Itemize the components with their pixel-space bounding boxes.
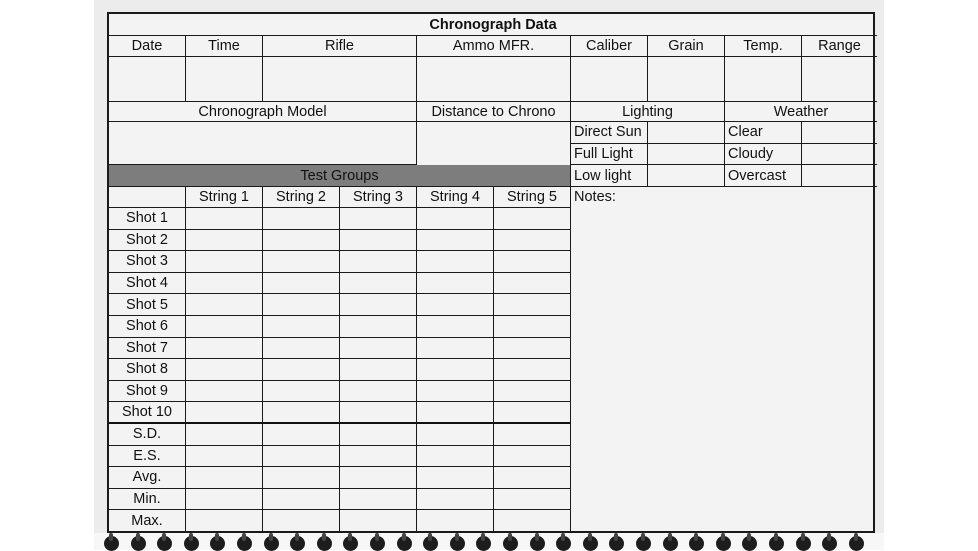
lighting-low-light-checkbox[interactable] bbox=[648, 165, 725, 187]
shot-label: Shot 7 bbox=[109, 338, 186, 360]
shot-value-cell[interactable] bbox=[494, 208, 571, 230]
stat-value-cell[interactable] bbox=[340, 446, 417, 468]
lighting-direct-sun: Direct Sun bbox=[571, 122, 648, 144]
shot-value-cell[interactable] bbox=[417, 338, 494, 360]
shot-value-cell[interactable] bbox=[340, 294, 417, 316]
binding-ring bbox=[716, 536, 731, 551]
header-rifle: Rifle bbox=[263, 36, 417, 57]
stat-label-min: Min. bbox=[109, 489, 186, 511]
binding-ring bbox=[503, 536, 518, 551]
stat-value-cell[interactable] bbox=[186, 510, 263, 532]
lighting-full-light-checkbox[interactable] bbox=[648, 144, 725, 166]
header-range: Range bbox=[802, 36, 877, 57]
header-date: Date bbox=[109, 36, 186, 57]
shot-value-cell[interactable] bbox=[263, 251, 340, 273]
stat-value-cell[interactable] bbox=[340, 467, 417, 489]
stat-value-cell[interactable] bbox=[494, 510, 571, 532]
shot-value-cell[interactable] bbox=[263, 208, 340, 230]
stat-value-cell[interactable] bbox=[417, 446, 494, 468]
binding-ring bbox=[530, 536, 545, 551]
shot-value-cell[interactable] bbox=[186, 316, 263, 338]
stat-value-cell[interactable] bbox=[263, 510, 340, 532]
shot-value-cell[interactable] bbox=[494, 402, 571, 424]
temp-field[interactable] bbox=[725, 57, 802, 102]
binding-ring bbox=[450, 536, 465, 551]
header-caliber: Caliber bbox=[571, 36, 648, 57]
shot-value-cell[interactable] bbox=[417, 273, 494, 295]
weather-cloudy-checkbox[interactable] bbox=[802, 144, 877, 166]
binding-ring bbox=[583, 536, 598, 551]
shot-value-cell[interactable] bbox=[417, 359, 494, 381]
weather-clear: Clear bbox=[725, 122, 802, 144]
shot-value-cell[interactable] bbox=[494, 251, 571, 273]
stat-value-cell[interactable] bbox=[417, 510, 494, 532]
shot-value-cell[interactable] bbox=[417, 230, 494, 252]
shot-label: Shot 9 bbox=[109, 381, 186, 403]
shot-value-cell[interactable] bbox=[494, 294, 571, 316]
shot-value-cell[interactable] bbox=[186, 208, 263, 230]
header-string-4: String 4 bbox=[417, 187, 494, 208]
string-corner-cell bbox=[109, 187, 186, 208]
shot-value-cell[interactable] bbox=[417, 316, 494, 338]
binding-ring bbox=[184, 536, 199, 551]
shot-value-cell[interactable] bbox=[263, 230, 340, 252]
stat-value-cell[interactable] bbox=[263, 467, 340, 489]
chronograph-data-table bbox=[107, 12, 875, 533]
shot-value-cell[interactable] bbox=[417, 381, 494, 403]
shot-value-cell[interactable] bbox=[417, 251, 494, 273]
binding-ring bbox=[397, 536, 412, 551]
shot-value-cell[interactable] bbox=[340, 316, 417, 338]
stat-value-cell[interactable] bbox=[417, 489, 494, 511]
shot-value-cell[interactable] bbox=[340, 251, 417, 273]
shot-value-cell[interactable] bbox=[186, 251, 263, 273]
shot-label: Shot 5 bbox=[109, 294, 186, 316]
stat-value-cell[interactable] bbox=[340, 424, 417, 446]
stat-value-cell[interactable] bbox=[263, 446, 340, 468]
stat-label-es: E.S. bbox=[109, 446, 186, 468]
shot-value-cell[interactable] bbox=[186, 359, 263, 381]
shot-value-cell[interactable] bbox=[340, 208, 417, 230]
stat-value-cell[interactable] bbox=[263, 424, 340, 446]
header-string-5: String 5 bbox=[494, 187, 571, 208]
weather-clear-checkbox[interactable] bbox=[802, 122, 877, 144]
header-string-2: String 2 bbox=[263, 187, 340, 208]
binding-ring bbox=[104, 536, 119, 551]
stat-value-cell[interactable] bbox=[186, 467, 263, 489]
shot-value-cell[interactable] bbox=[263, 359, 340, 381]
stat-value-cell[interactable] bbox=[340, 489, 417, 511]
weather-overcast: Overcast bbox=[725, 165, 802, 187]
stat-value-cell[interactable] bbox=[186, 446, 263, 468]
shot-value-cell[interactable] bbox=[263, 316, 340, 338]
stat-label-max: Max. bbox=[109, 510, 186, 532]
shot-value-cell[interactable] bbox=[340, 230, 417, 252]
shot-value-cell[interactable] bbox=[186, 294, 263, 316]
stat-value-cell[interactable] bbox=[186, 489, 263, 511]
header-string-1: String 1 bbox=[186, 187, 263, 208]
binding-ring bbox=[131, 536, 146, 551]
shot-label: Shot 6 bbox=[109, 316, 186, 338]
header-grain: Grain bbox=[648, 36, 725, 57]
stat-value-cell[interactable] bbox=[417, 424, 494, 446]
binding-ring bbox=[264, 536, 279, 551]
shot-label: Shot 3 bbox=[109, 251, 186, 273]
shot-label: Shot 8 bbox=[109, 359, 186, 381]
shot-value-cell[interactable] bbox=[263, 402, 340, 424]
stat-value-cell[interactable] bbox=[494, 424, 571, 446]
shot-value-cell[interactable] bbox=[494, 316, 571, 338]
header-chronograph-model: Chronograph Model bbox=[109, 102, 417, 122]
shot-value-cell[interactable] bbox=[263, 273, 340, 295]
stat-value-cell[interactable] bbox=[186, 424, 263, 446]
shot-value-cell[interactable] bbox=[263, 338, 340, 360]
binding-ring bbox=[636, 536, 651, 551]
caliber-field[interactable] bbox=[571, 57, 648, 102]
shot-value-cell[interactable] bbox=[417, 208, 494, 230]
stat-value-cell[interactable] bbox=[417, 467, 494, 489]
binding-ring bbox=[370, 536, 385, 551]
binding-ring bbox=[317, 536, 332, 551]
header-temp: Temp. bbox=[725, 36, 802, 57]
stat-label-avg: Avg. bbox=[109, 467, 186, 489]
notes-label: Notes: bbox=[574, 189, 616, 205]
lighting-low-light: Low light bbox=[571, 165, 648, 187]
header-lighting: Lighting bbox=[571, 102, 725, 122]
test-groups-header: Test Groups bbox=[109, 165, 571, 187]
shot-value-cell[interactable] bbox=[186, 273, 263, 295]
lighting-full-light: Full Light bbox=[571, 144, 648, 166]
stat-value-cell[interactable] bbox=[340, 510, 417, 532]
shot-value-cell[interactable] bbox=[494, 338, 571, 360]
rifle-field[interactable] bbox=[263, 57, 417, 102]
date-field[interactable] bbox=[109, 57, 186, 102]
stat-label-sd: S.D. bbox=[109, 424, 186, 446]
shot-value-cell[interactable] bbox=[494, 381, 571, 403]
sheet-title: Chronograph Data bbox=[109, 14, 877, 36]
shot-value-cell[interactable] bbox=[186, 230, 263, 252]
shot-value-cell[interactable] bbox=[340, 381, 417, 403]
shot-value-cell[interactable] bbox=[340, 402, 417, 424]
shot-label: Shot 4 bbox=[109, 273, 186, 295]
header-weather: Weather bbox=[725, 102, 877, 122]
shot-label: Shot 2 bbox=[109, 230, 186, 252]
shot-value-cell[interactable] bbox=[494, 230, 571, 252]
binding-ring bbox=[663, 536, 678, 551]
shot-label: Shot 1 bbox=[109, 208, 186, 230]
stat-value-cell[interactable] bbox=[494, 467, 571, 489]
shot-value-cell[interactable] bbox=[186, 338, 263, 360]
binding-ring bbox=[237, 536, 252, 551]
chronograph-model-field[interactable] bbox=[109, 122, 417, 165]
header-distance-to-chrono: Distance to Chrono bbox=[417, 102, 571, 122]
binding-ring bbox=[849, 536, 864, 551]
shot-value-cell[interactable] bbox=[263, 294, 340, 316]
grain-field[interactable] bbox=[648, 57, 725, 102]
stat-value-cell[interactable] bbox=[494, 489, 571, 511]
shot-value-cell[interactable] bbox=[494, 273, 571, 295]
shot-value-cell[interactable] bbox=[340, 338, 417, 360]
ammo-mfr-field[interactable] bbox=[417, 57, 571, 102]
lighting-direct-sun-checkbox[interactable] bbox=[648, 122, 725, 144]
shot-value-cell[interactable] bbox=[417, 402, 494, 424]
range-field[interactable] bbox=[802, 57, 877, 102]
header-time: Time bbox=[186, 36, 263, 57]
shot-value-cell[interactable] bbox=[263, 381, 340, 403]
time-field[interactable] bbox=[186, 57, 263, 102]
weather-overcast-checkbox[interactable] bbox=[802, 165, 877, 187]
shot-value-cell[interactable] bbox=[417, 294, 494, 316]
binding-ring bbox=[796, 536, 811, 551]
shot-value-cell[interactable] bbox=[340, 273, 417, 295]
notes-area[interactable] bbox=[571, 187, 877, 532]
shot-value-cell[interactable] bbox=[494, 359, 571, 381]
stat-value-cell[interactable] bbox=[494, 446, 571, 468]
shot-label: Shot 10 bbox=[109, 402, 186, 424]
shot-value-cell[interactable] bbox=[186, 381, 263, 403]
shot-value-cell[interactable] bbox=[340, 359, 417, 381]
header-ammo-mfr: Ammo MFR. bbox=[417, 36, 571, 57]
header-string-3: String 3 bbox=[340, 187, 417, 208]
weather-cloudy: Cloudy bbox=[725, 144, 802, 166]
shot-value-cell[interactable] bbox=[186, 402, 263, 424]
binding-ring bbox=[769, 536, 784, 551]
stat-value-cell[interactable] bbox=[263, 489, 340, 511]
